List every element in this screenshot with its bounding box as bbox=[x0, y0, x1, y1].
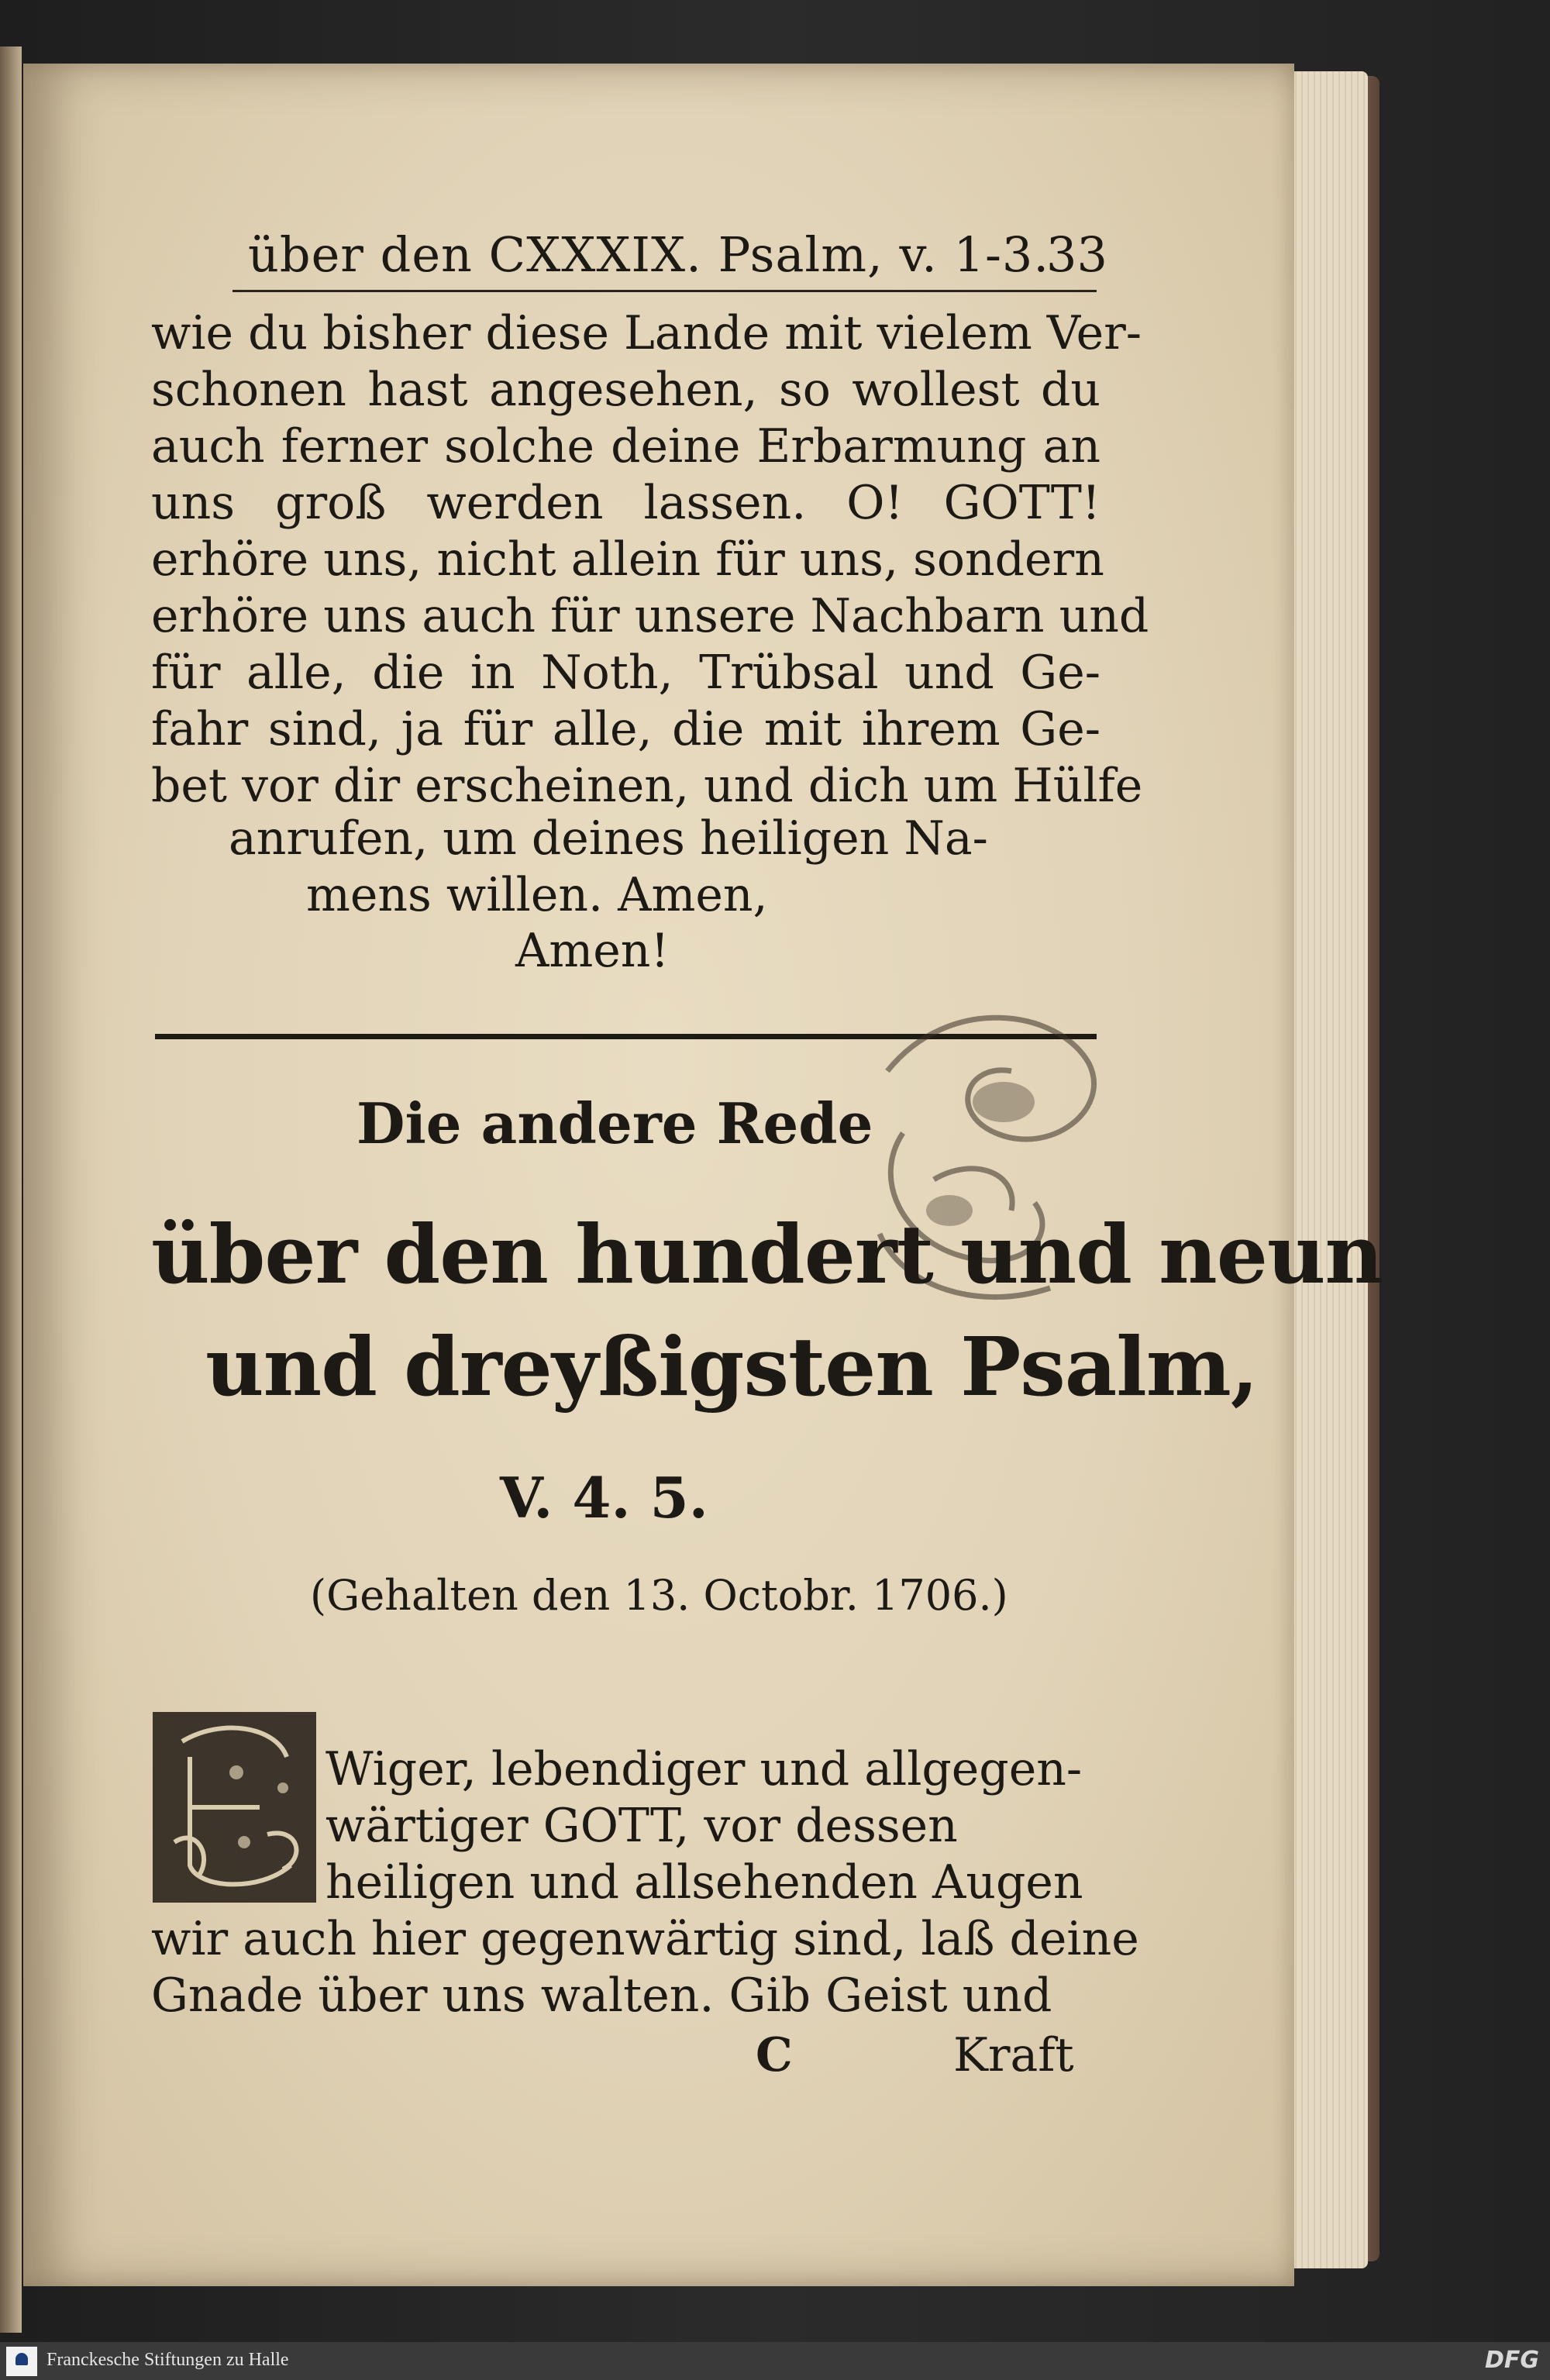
prayer-tail-line: Amen! bbox=[515, 924, 670, 978]
verse-reference: V. 4. 5. bbox=[500, 1465, 708, 1531]
sermon-title: über den hundert und neun bbox=[151, 1207, 1383, 1302]
text-line: Wiger, lebendiger und allgegen- bbox=[326, 1742, 1083, 1796]
page-number: 33 bbox=[1046, 226, 1107, 283]
institution-credit: Franckesche Stiftungen zu Halle bbox=[46, 2350, 289, 2370]
text-line: wärtiger GOTT, vor dessen bbox=[326, 1799, 958, 1853]
signature-mark: C bbox=[756, 2028, 793, 2082]
viewer-footer bbox=[0, 2342, 1550, 2380]
institution-logo bbox=[6, 2347, 37, 2376]
facing-page-edge bbox=[0, 46, 22, 2333]
sermon-title: und dreyßigsten Psalm, bbox=[205, 1319, 1258, 1414]
text-line: uns groß werden lassen. O! GOTT! bbox=[151, 476, 1100, 530]
text-line: wir auch hier gegenwärtig sind, laß deine bbox=[151, 1912, 1139, 1966]
text-line: schonen hast angesehen, so wollest du bbox=[151, 363, 1100, 417]
text-line: auch ferner solche deine Erbarmung an bbox=[151, 419, 1100, 474]
text-line: erhöre uns auch für unsere Nachbarn und bbox=[151, 589, 1149, 643]
book-page bbox=[23, 64, 1383, 2286]
prayer-text bbox=[151, 305, 1149, 815]
text-line: fahr sind, ja für alle, die mit ihrem Ge- bbox=[151, 702, 1100, 756]
text-line: Gnade über uns walten. Gib Geist und bbox=[151, 1968, 1052, 2023]
text-line: erhöre uns, nicht allein für uns, sondern bbox=[151, 532, 1104, 587]
sermon-date: (Gehalten den 13. Octobr. 1706.) bbox=[310, 1571, 1008, 1620]
text-line: für alle, die in Noth, Trübsal und Ge- bbox=[151, 646, 1100, 700]
prayer-tail-line: anrufen, um deines heiligen Na- bbox=[229, 811, 988, 866]
text-line: wie du bisher diese Lande mit vielem Ver- bbox=[151, 306, 1142, 360]
text-line: bet vor dir erscheinen, und dich um Hülfe bbox=[151, 759, 1143, 813]
text-line: heiligen und allsehenden Augen bbox=[326, 1855, 1083, 1910]
prayer-tail-line: mens willen. Amen, bbox=[306, 868, 768, 922]
sermon-label: Die andere Rede bbox=[356, 1090, 873, 1156]
prayer-body bbox=[151, 1741, 1139, 2024]
catchword: Kraft bbox=[953, 2028, 1074, 2082]
dfg-logo: DFG bbox=[1484, 2347, 1539, 2374]
head-rule bbox=[232, 290, 1097, 292]
running-head: über den CXXXIX. Psalm, v. 1-3. bbox=[248, 226, 1050, 283]
